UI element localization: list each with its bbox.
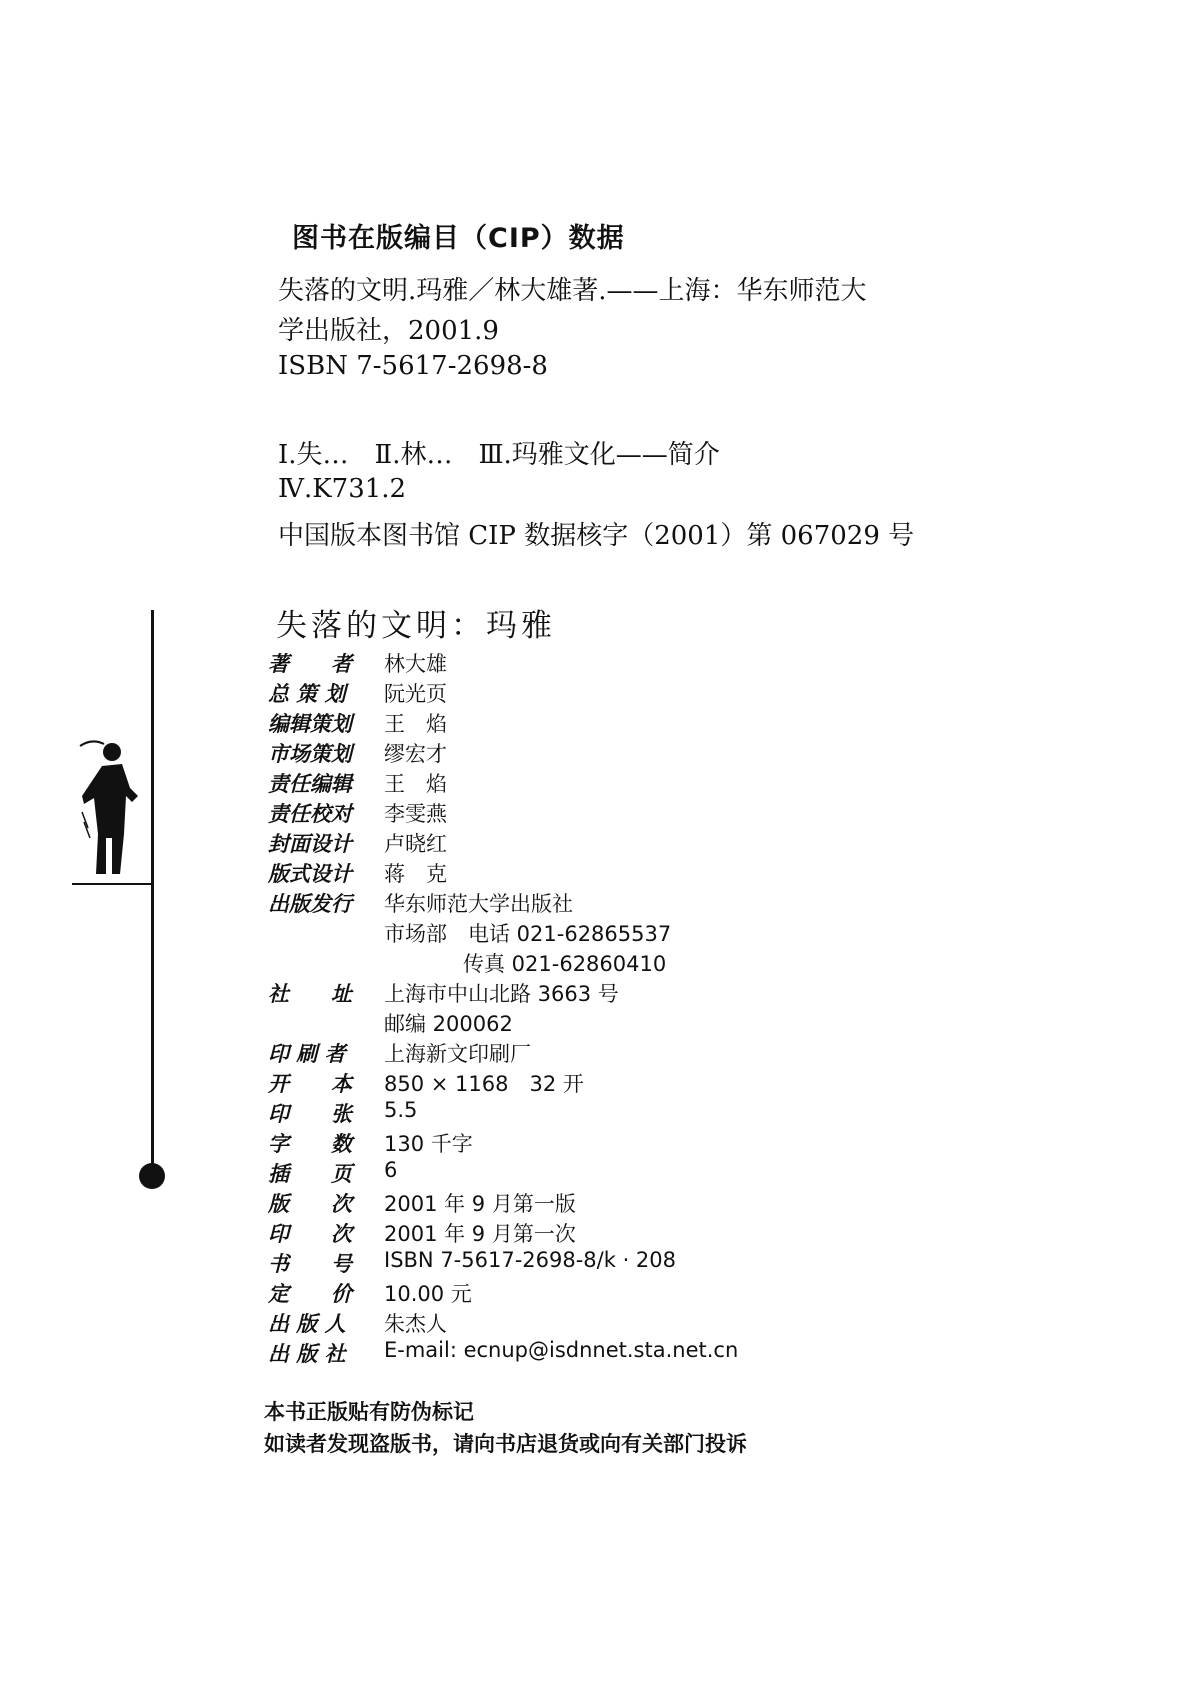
credit-value: 王 焰 xyxy=(384,772,447,796)
credit-label: 印 刷 者 xyxy=(268,1042,346,1066)
credit-value: 林大雄 xyxy=(384,652,447,676)
cip-isbn: ISBN 7-5617-2698-8 xyxy=(278,351,548,381)
credit-value: 5.5 xyxy=(384,1098,418,1122)
credit-value: 6 xyxy=(384,1158,398,1182)
standing-figure-silhouette-icon xyxy=(76,738,148,880)
credit-value: 阮光页 xyxy=(384,682,447,706)
credit-label: 著 者 xyxy=(268,652,352,676)
piracy-report-notice: 如读者发现盗版书，请向书店退货或向有关部门投诉 xyxy=(264,1432,747,1456)
credit-label: 书 号 xyxy=(268,1252,352,1276)
credit-value: ISBN 7-5617-2698-8/k · 208 xyxy=(384,1248,677,1272)
credit-label: 出 版 人 xyxy=(268,1312,346,1336)
cip-classification-code: Ⅳ.K731.2 xyxy=(278,474,407,504)
credit-value: 2001 年 9 月第一次 xyxy=(384,1222,576,1246)
credit-label: 字 数 xyxy=(268,1132,352,1156)
cip-verification: 中国版本图书馆 CIP 数据核字（2001）第 067029 号 xyxy=(278,521,915,551)
credit-label: 责任校对 xyxy=(268,802,352,826)
credit-value: 朱杰人 xyxy=(384,1312,447,1336)
credit-value: 王 焰 xyxy=(384,712,447,736)
credit-label: 编辑策划 xyxy=(268,712,352,736)
credit-label: 总 策 划 xyxy=(268,682,346,706)
credit-label: 开 本 xyxy=(268,1072,352,1096)
credit-label: 印 次 xyxy=(268,1222,352,1246)
credit-label: 印 张 xyxy=(268,1102,352,1126)
publisher-postcode: 邮编 200062 xyxy=(384,1012,513,1036)
credit-value: 130 千字 xyxy=(384,1132,473,1156)
credit-value: 10.00 元 xyxy=(384,1282,472,1306)
credit-label: 版 次 xyxy=(268,1192,352,1216)
credit-label: 出 版 社 xyxy=(268,1342,346,1366)
cip-heading: 图书在版编目（CIP）数据 xyxy=(292,223,625,254)
publisher-phone: 市场部 电话 021-62865537 xyxy=(384,922,672,946)
credit-label: 定 价 xyxy=(268,1282,352,1306)
credit-label: 版式设计 xyxy=(268,862,352,886)
credit-label: 出版发行 xyxy=(268,892,352,916)
credit-value: 2001 年 9 月第一版 xyxy=(384,1192,576,1216)
credit-label: 市场策划 xyxy=(268,742,352,766)
credit-value: 蒋 克 xyxy=(384,862,447,886)
credit-label: 封面设计 xyxy=(268,832,352,856)
credit-value: 华东师范大学出版社 xyxy=(384,892,573,916)
decorative-dot xyxy=(139,1163,165,1189)
credit-label: 社 址 xyxy=(268,982,352,1006)
credit-value: 卢晓红 xyxy=(384,832,447,856)
anti-counterfeit-notice: 本书正版贴有防伪标记 xyxy=(264,1400,474,1424)
credit-value: 缪宏才 xyxy=(384,742,447,766)
decorative-horizontal-rule xyxy=(72,883,152,885)
credit-value: 850 × 1168 32 开 xyxy=(384,1072,584,1096)
credit-label: 责任编辑 xyxy=(268,772,352,796)
cip-classification: Ⅰ.失… Ⅱ.林… Ⅲ.玛雅文化——简介 xyxy=(278,440,720,470)
cip-line: 学出版社，2001.9 xyxy=(278,316,499,346)
cip-line: 失落的文明.玛雅／林大雄著.——上海：华东师范大 xyxy=(278,276,867,306)
decorative-vertical-rule xyxy=(151,610,154,1170)
credit-value: 上海新文印刷厂 xyxy=(384,1042,531,1066)
credit-value: E-mail: ecnup@isdnnet.sta.net.cn xyxy=(384,1338,739,1362)
book-title: 失落的文明：玛雅 xyxy=(276,608,556,644)
credit-value: 上海市中山北路 3663 号 xyxy=(384,982,619,1006)
credit-label: 插 页 xyxy=(268,1162,352,1186)
credit-value: 李雯燕 xyxy=(384,802,447,826)
publisher-fax: 传真 021-62860410 xyxy=(463,952,667,976)
